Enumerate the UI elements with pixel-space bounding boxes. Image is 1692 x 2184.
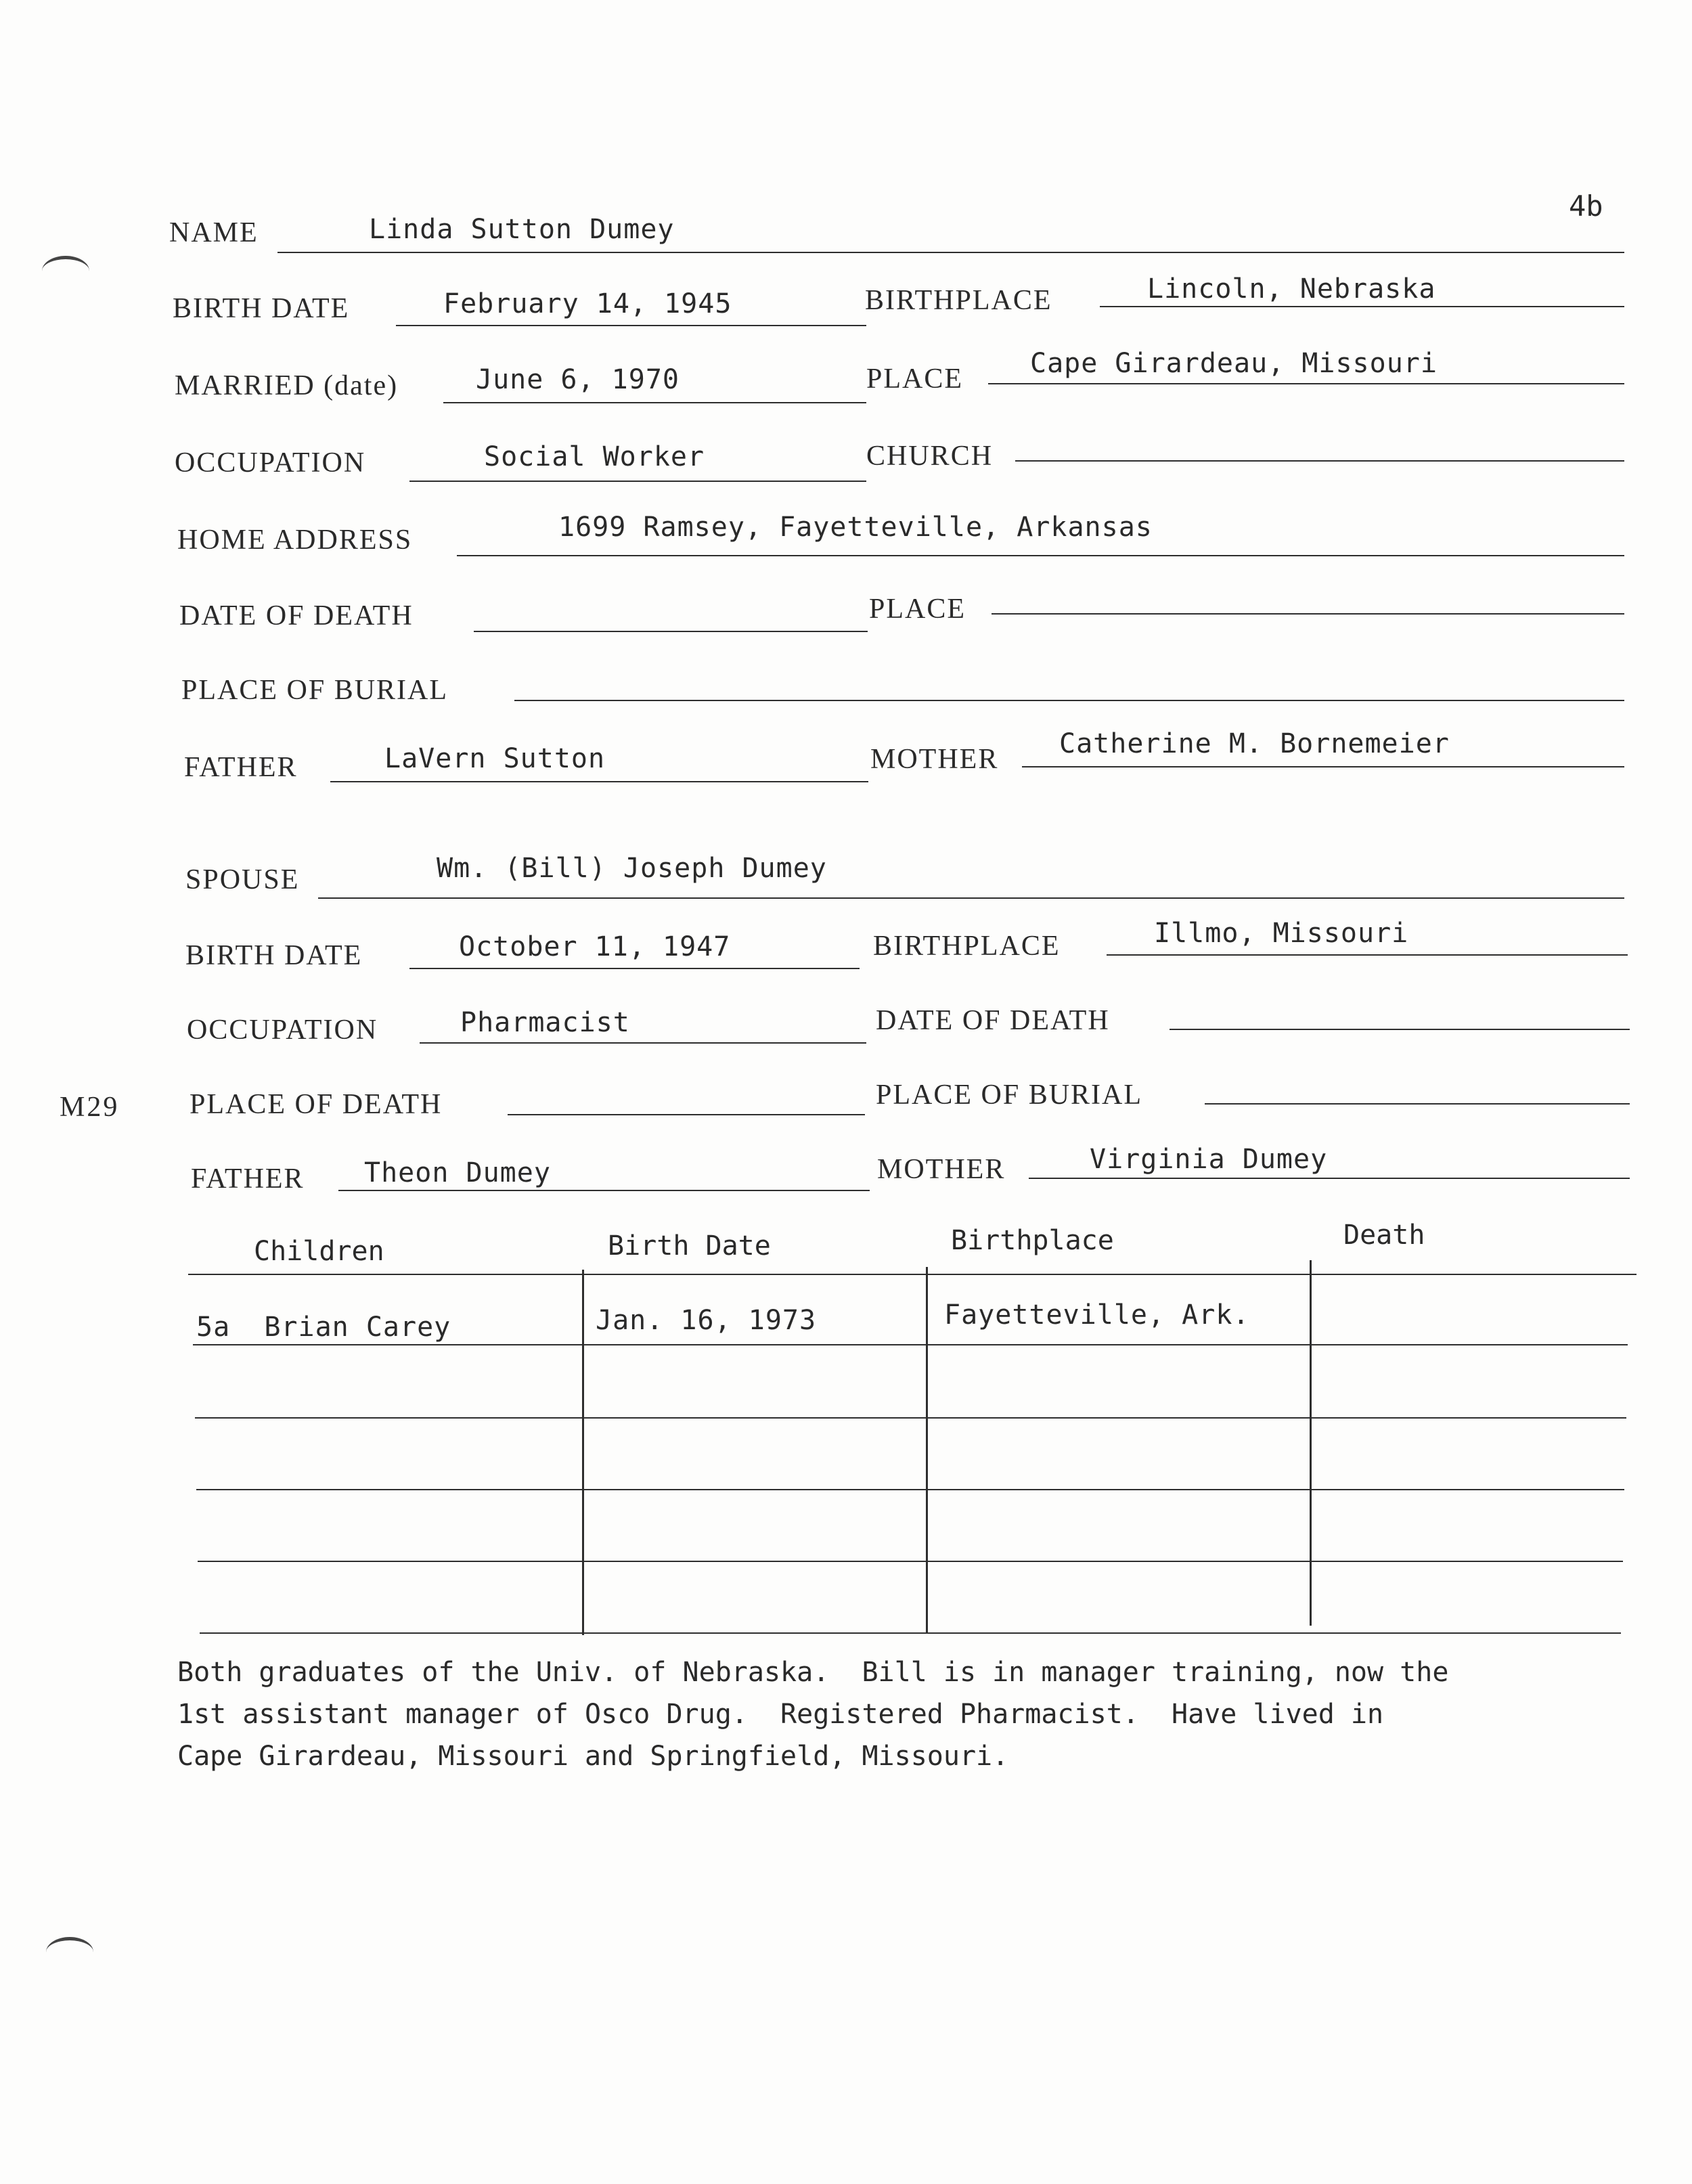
occupation-underline	[409, 481, 866, 482]
date-of-death-label: DATE OF DEATH	[179, 600, 414, 631]
married-date-value: June 6, 1970	[476, 364, 680, 395]
header-birth-date: Birth Date	[608, 1230, 771, 1262]
spouse-occupation-label: OCCUPATION	[187, 1015, 378, 1046]
mother-value: Catherine M. Bornemeier	[1059, 728, 1450, 759]
table-row-rule	[196, 1489, 1624, 1490]
date-of-death-underline	[474, 631, 868, 632]
child-birth-date-cell: Jan. 16, 1973	[596, 1305, 817, 1336]
spouse-birth-date-label: BIRTH DATE	[185, 940, 363, 971]
occupation-value: Social Worker	[484, 441, 705, 472]
binder-hole-bottom	[46, 1937, 93, 1967]
binder-hole-top	[42, 256, 89, 286]
header-death: Death	[1343, 1220, 1425, 1251]
table-row-rule	[193, 1344, 1628, 1345]
married-place-value: Cape Girardeau, Missouri	[1030, 348, 1438, 379]
father-value: LaVern Sutton	[384, 743, 606, 774]
home-address-value: 1699 Ramsey, Fayetteville, Arkansas	[558, 512, 1153, 543]
married-date-underline	[443, 402, 866, 403]
spouse-burial-label: PLACE OF BURIAL	[876, 1079, 1143, 1111]
occupation-label: OCCUPATION	[175, 447, 366, 478]
home-address-underline	[457, 555, 1624, 556]
name-label: NAME	[169, 217, 259, 248]
spouse-mother-label: MOTHER	[877, 1154, 1006, 1185]
spouse-mother-underline	[1029, 1178, 1630, 1179]
name-underline	[277, 252, 1624, 253]
notes-line: Both graduates of the Univ. of Nebraska. Bill is in manager training, now the	[177, 1657, 1449, 1688]
spouse-burial-underline	[1205, 1103, 1630, 1105]
table-top-rule	[188, 1274, 1637, 1275]
spouse-place-of-death-underline	[508, 1114, 865, 1115]
spouse-date-of-death-underline	[1170, 1029, 1630, 1030]
birth-date-label: BIRTH DATE	[173, 293, 350, 324]
spouse-birth-date-value: October 11, 1947	[459, 931, 731, 962]
spouse-mother-value: Virginia Dumey	[1090, 1144, 1328, 1175]
spouse-birthplace-label: BIRTHPLACE	[873, 931, 1061, 962]
header-birthplace: Birthplace	[951, 1225, 1114, 1256]
spouse-father-value: Theon Dumey	[364, 1157, 551, 1188]
home-address-label: HOME ADDRESS	[177, 525, 413, 556]
mother-label: MOTHER	[870, 744, 999, 775]
spouse-underline	[318, 897, 1624, 899]
child-birthplace-cell: Fayetteville, Ark.	[944, 1299, 1250, 1331]
table-col-divider	[926, 1267, 928, 1632]
birth-date-value: February 14, 1945	[443, 288, 732, 319]
table-bottom-rule	[200, 1632, 1621, 1634]
notes-paragraph	[177, 1651, 1531, 1777]
notes-line: 1st assistant manager of Osco Drug. Registered Pharmacist. Have lived in	[177, 1699, 1384, 1730]
married-place-label: PLACE	[866, 363, 964, 395]
birth-date-underline	[396, 325, 866, 326]
table-col-divider	[1310, 1260, 1312, 1626]
spouse-birthplace-underline	[1107, 954, 1628, 956]
birthplace-label: BIRTHPLACE	[865, 285, 1052, 316]
page-number: 4b	[1569, 190, 1603, 223]
spouse-date-of-death-label: DATE OF DEATH	[876, 1005, 1110, 1036]
notes-line: Cape Girardeau, Missouri and Springfield, Missouri.	[177, 1741, 1009, 1772]
name-value: Linda Sutton Dumey	[369, 214, 675, 245]
table-row-rule	[195, 1417, 1626, 1419]
spouse-place-of-death-label: PLACE OF DEATH	[190, 1089, 443, 1120]
spouse-label: SPOUSE	[185, 864, 300, 895]
burial-label: PLACE OF BURIAL	[181, 675, 449, 706]
spouse-father-label: FATHER	[191, 1163, 305, 1195]
father-label: FATHER	[184, 752, 298, 783]
table-row-rule	[198, 1561, 1623, 1562]
spouse-value: Wm. (Bill) Joseph Dumey	[437, 853, 827, 884]
spouse-birthplace-value: Illmo, Missouri	[1154, 918, 1409, 949]
church-label: CHURCH	[866, 441, 994, 472]
father-underline	[330, 781, 868, 782]
birthplace-value: Lincoln, Nebraska	[1147, 273, 1436, 305]
mother-underline	[1022, 766, 1624, 767]
spouse-birth-date-underline	[409, 968, 860, 969]
burial-underline	[514, 700, 1624, 701]
married-place-underline	[988, 383, 1624, 384]
spouse-occupation-underline	[420, 1042, 866, 1044]
married-label: MARRIED (date)	[175, 370, 399, 401]
church-underline	[1015, 460, 1624, 462]
spouse-father-underline	[338, 1190, 870, 1191]
spouse-occupation-value: Pharmacist	[460, 1007, 630, 1038]
death-place-label: PLACE	[869, 594, 966, 625]
death-place-underline	[992, 613, 1624, 615]
margin-code: M29	[60, 1092, 120, 1123]
birthplace-underline	[1100, 306, 1624, 307]
child-name-cell: 5a Brian Carey	[196, 1312, 451, 1343]
table-col-divider	[582, 1270, 584, 1635]
header-children: Children	[254, 1236, 384, 1267]
